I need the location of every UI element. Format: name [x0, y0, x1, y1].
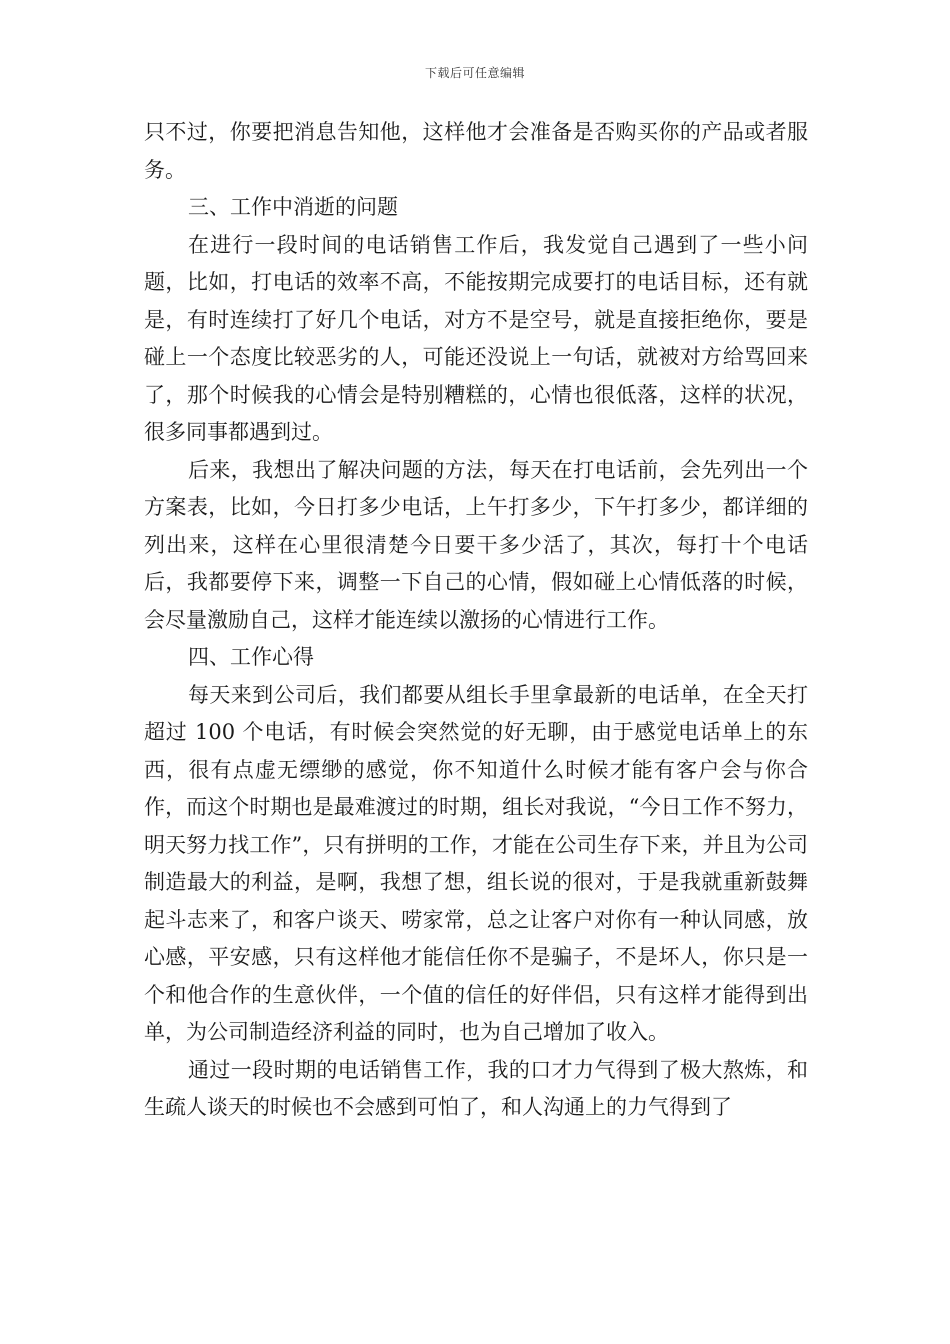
document-body [144, 114, 808, 1127]
paragraph-problems: 在进行一段时间的电话销售工作后，我发觉自己遇到了一些小问题，比如，打电话的效率不高，不能按期完成要打的电话目标，还有就是，有时连续打了好几个电话，对方不是空号，就是直接拒绝你，要是碰上一个态度比较恶劣的人，可能还没说上一句话，就被对方给骂回来了，那个时候我的心情会是特别糟糕的，心情也很低落，这样的状况，很多同事都遇到过。 [144, 232, 808, 444]
section-heading-4: 四、工作心得 [188, 645, 314, 669]
page-header: 下载后可任意编辑 [424, 66, 525, 80]
paragraph-experience: 每天来到公司后，我们都要从组长手里拿最新的电话单，在全天打超过 100 个电话，有时候会突然觉的好无聊，由于感觉电话单上的东西，很有点虚无缥缈的感觉，你不知道什么时候才能有客户会与你合作，而这个时期也是最难渡过的时期，组长对我说，“今日工作不努力，明天努力找工作”，只有拼明的工作，才能在公司生存下来，并且为公司制造最大的利益，是啊，我想了想，组长说的很对，于是我就重新鼓舞起斗志来了，和客户谈天、唠家常，总之让客户对你有一种认同感，放心感，平安感，只有这样他才能信任你不是骗子，不是坏人，你只是一个和他合作的生意伙伴，一个值的信任的好伴侣，只有这样才能得到出单，为公司制造经济利益的同时，也为自己增加了收入。 [144, 682, 808, 1044]
paragraph-summary: 通过一段时期的电话销售工作，我的口才力气得到了极大熬炼，和生疏人谈天的时候也不会感到可怕了，和人沟通上的力气得到了 [144, 1057, 808, 1119]
paragraph-continuation: 只不过，你要把消息告知他，这样他才会准备是否购买你的产品或者服务。 [144, 120, 808, 182]
paragraph-solution: 后来，我想出了解决问题的方法，每天在打电话前，会先列出一个方案表，比如，今日打多少电话，上午打多少，下午打多少，都详细的列出来，这样在心里很清楚今日要干多少活了，其次，每打十个电话后，我都要停下来，调整一下自己的心情，假如碰上心情低落的时候，会尽量激励自己，这样才能连续以激扬的心情进行工作。 [144, 457, 808, 632]
section-heading-3: 三、工作中消逝的问题 [188, 195, 398, 219]
